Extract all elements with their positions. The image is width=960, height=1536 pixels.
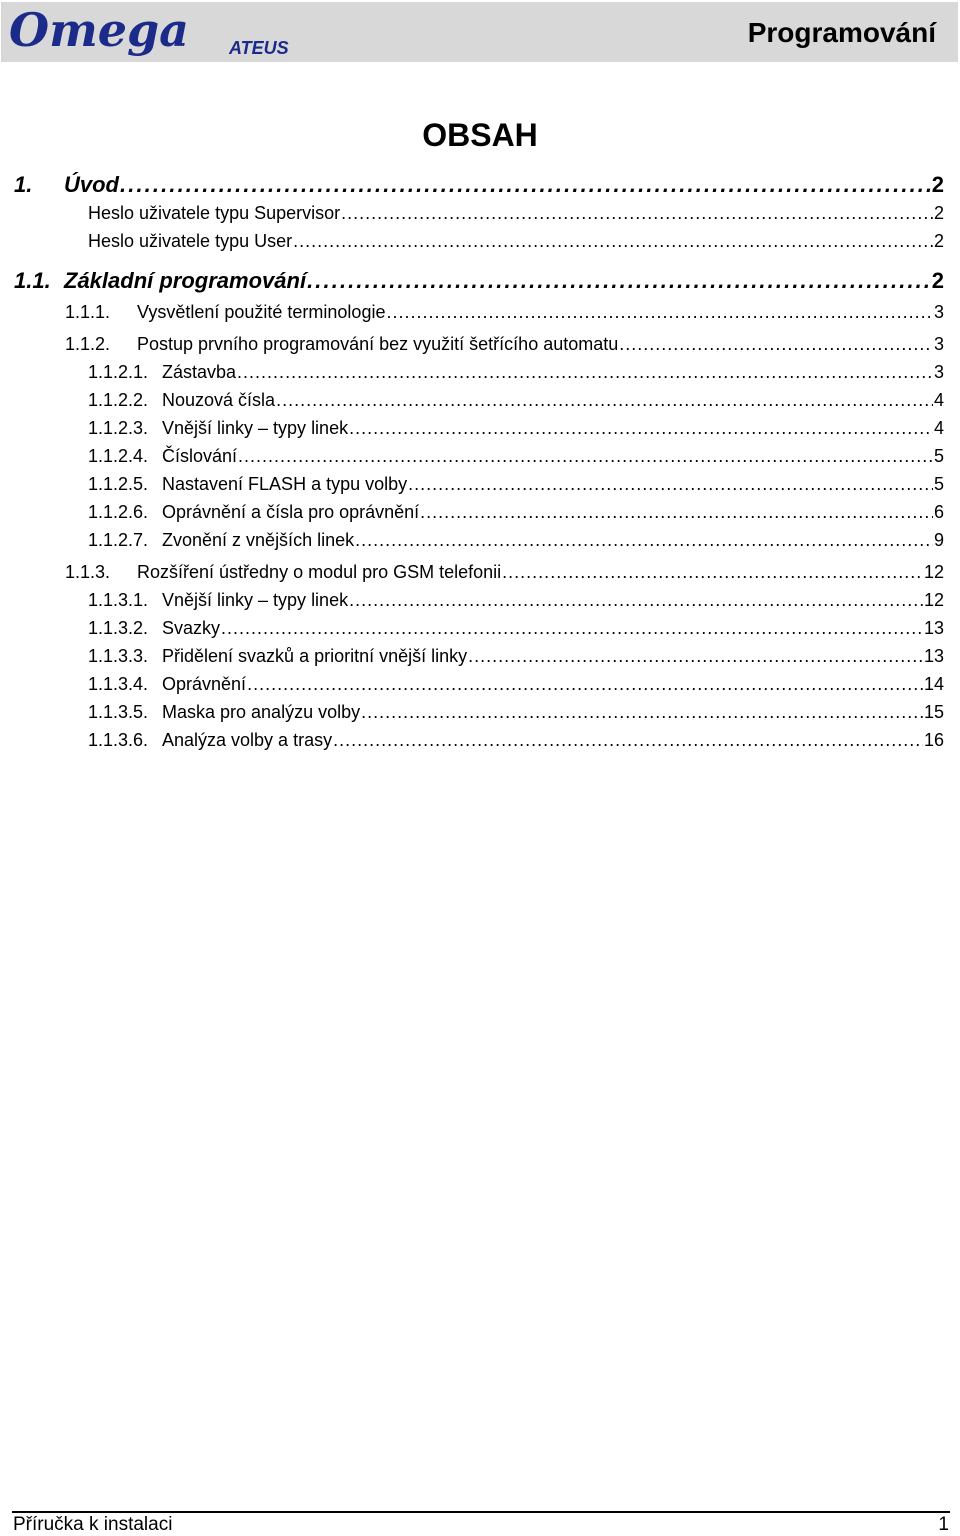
toc-entry-number: 1.1. [14,268,51,293]
toc-entry[interactable] [88,730,944,751]
toc-entry-page: 2 [933,231,944,251]
toc-leader-dots [361,702,923,723]
toc-entry-label: Základní programování [64,268,307,293]
toc-entry[interactable] [88,618,944,639]
toc-entry-label: Svazky [162,618,221,638]
toc-entry-label: Číslování [162,446,238,466]
toc-entry-page: 3 [933,334,944,354]
toc-entry-label: Oprávnění [162,674,247,694]
toc-entry-page: 4 [933,418,944,438]
toc-entry-page: 6 [933,502,944,522]
toc-entry-page: 2 [933,203,944,223]
logo-sub: ATEUS [229,38,289,58]
toc-entry-page: 3 [933,302,944,322]
toc-entry-label: Vysvětlení použité terminologie [137,302,386,322]
toc-entry[interactable] [88,530,944,551]
toc-entry[interactable] [88,390,944,411]
toc-entry-page: 2 [931,172,944,197]
toc-entry-label: Vnější linky – typy linek [162,590,349,610]
toc-leader-dots [386,302,933,323]
toc-leader-dots [619,334,933,355]
toc-leader-dots [341,203,933,224]
toc-entry-label: Maska pro analýzu volby [162,702,361,722]
toc-entry-page: 12 [923,590,944,610]
toc-entry[interactable] [88,702,944,723]
toc-entry-page: 5 [933,474,944,494]
footer-title: Příručka k instalaci [13,1514,173,1535]
toc-entry-number: 1.1.3.2. [88,618,149,638]
toc-entry-label: Zástavba [162,362,237,382]
toc-entry[interactable] [65,562,944,583]
toc-leader-dots [408,474,933,495]
toc-entry-page: 12 [923,562,944,582]
toc-entry-label: Oprávnění a čísla pro oprávnění [162,502,420,522]
toc-entry-page: 4 [933,390,944,410]
toc-entry-page: 5 [933,446,944,466]
toc-entry[interactable] [88,446,944,467]
toc-entry[interactable] [88,590,944,611]
toc-entry-label: Rozšíření ústředny o modul pro GSM telefonii [137,562,502,582]
toc-entry-label: Vnější linky – typy linek [162,418,349,438]
toc-entry-number: 1.1.1. [65,302,111,322]
toc-entry[interactable] [88,474,944,495]
toc-entry-number: 1.1.2.4. [88,446,149,466]
footer-page-number: 1 [938,1514,949,1535]
header-title: Programování [747,17,936,48]
toc-leader-dots [276,390,933,411]
toc-entry-page: 3 [933,362,944,382]
omega-ateus-logo [9,6,309,63]
toc-leader-dots [307,268,931,294]
toc-entry-label: Nouzová čísla [162,390,276,410]
toc-entry[interactable] [88,231,944,252]
toc-entry-number: 1.1.2.3. [88,418,149,438]
toc-entry[interactable] [14,268,944,294]
footer-rule [12,1511,950,1513]
toc-entry-number: 1.1.3.1. [88,590,149,610]
toc-leader-dots [420,502,933,523]
toc-entry-number: 1.1.2.2. [88,390,149,410]
toc-entry-page: 2 [931,268,944,293]
toc-entry-number: 1.1.2.5. [88,474,149,494]
toc-entry-page: 14 [923,674,944,694]
toc-leader-dots [355,530,933,551]
toc-entry-number: 1.1.3.5. [88,702,149,722]
toc-entry-number: 1.1.2.1. [88,362,149,382]
toc-leader-dots [247,674,923,695]
toc-entry[interactable] [88,646,944,667]
toc-leader-dots [293,231,933,252]
toc-entry-page: 15 [923,702,944,722]
toc-entry[interactable] [65,302,944,323]
toc-title: OBSAH [422,117,538,153]
toc-entry-number: 1.1.3. [65,562,111,582]
toc-leader-dots [468,646,923,667]
toc-entry[interactable] [88,502,944,523]
toc-leader-dots [349,590,923,611]
toc-entry-page: 13 [923,646,944,666]
toc-entry-number: 1.1.3.4. [88,674,149,694]
toc-entry-page: 9 [933,530,944,550]
toc-entry-label: Postup prvního programování bez využití šetřícího automatu [137,334,619,354]
toc-entry[interactable] [88,674,944,695]
toc-entry[interactable] [88,362,944,383]
toc-entry-number: 1.1.2. [65,334,111,354]
toc-leader-dots [238,446,933,467]
toc-entry[interactable] [88,203,944,224]
toc-entry-number: 1.1.3.6. [88,730,149,750]
toc-leader-dots [120,172,931,198]
toc-entry[interactable] [65,334,944,355]
toc-entry-label: Nastavení FLASH a typu volby [162,474,408,494]
toc-entry-number: 1.1.2.6. [88,502,149,522]
toc-entry-number: 1.1.3.3. [88,646,149,666]
toc-leader-dots [333,730,923,751]
logo-word: Omega [9,6,189,57]
page-header [1,2,958,62]
toc-entry-label: Přidělení svazků a prioritní vnější linky [162,646,468,666]
toc-entry-number: 1.1.2.7. [88,530,149,550]
toc-entry-page: 13 [923,618,944,638]
toc-entry-label: Heslo uživatele typu Supervisor [88,203,341,223]
toc-entry-label: Úvod [64,172,119,197]
toc-leader-dots [349,418,933,439]
toc-entry-page: 16 [923,730,944,750]
toc-entry-number: 1. [14,172,33,197]
toc-leader-dots [237,362,933,383]
toc-entry-label: Analýza volby a trasy [162,730,333,750]
toc-leader-dots [502,562,923,583]
toc-entry[interactable] [14,172,944,198]
toc-entry-label: Zvonění z vnějších linek [162,530,355,550]
toc-entry[interactable] [88,418,944,439]
toc-entry-label: Heslo uživatele typu User [88,231,293,251]
toc-leader-dots [221,618,923,639]
